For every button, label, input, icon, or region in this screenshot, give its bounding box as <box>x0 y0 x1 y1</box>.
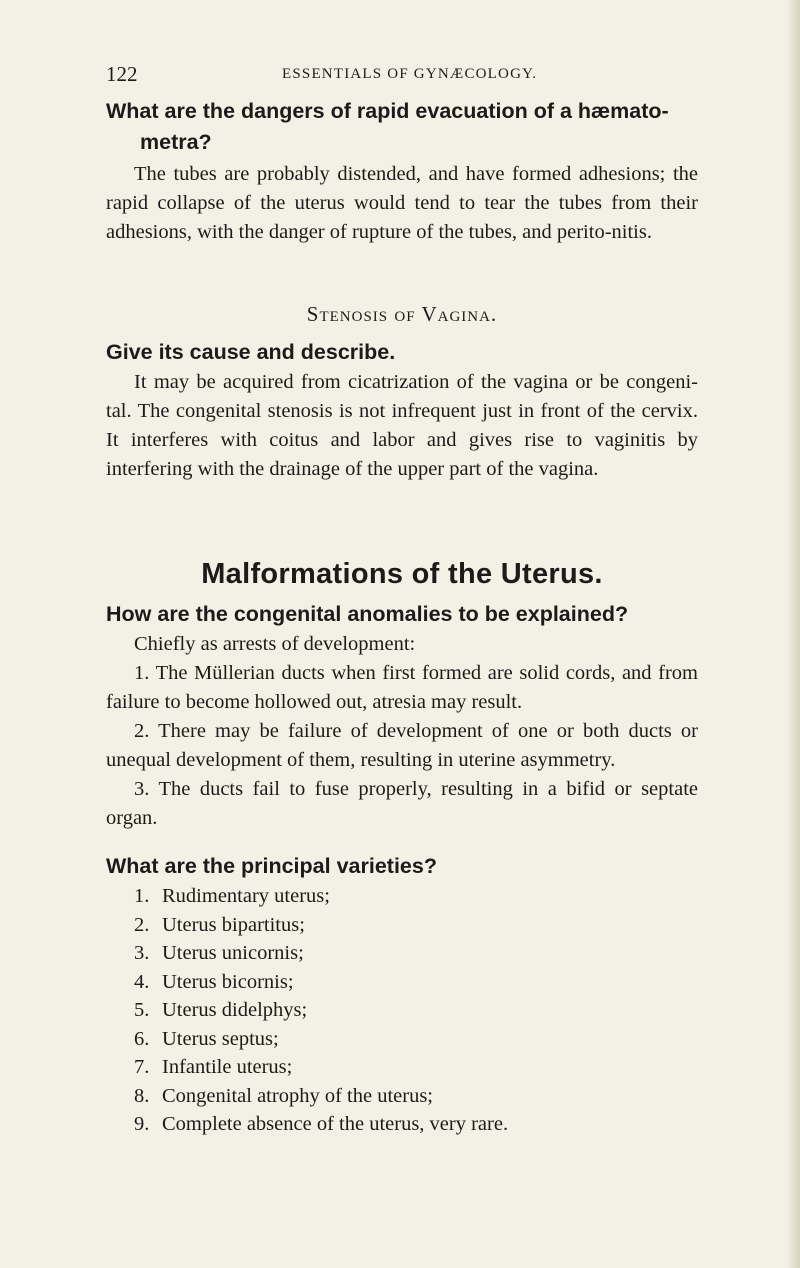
list-item: 8. Congenital atrophy of the uterus; <box>134 1084 433 1107</box>
anomaly-point-1: 1. The Müllerian ducts when first formed are solid cords, and from failure to become hollowed out, atresia may result. <box>106 662 698 713</box>
list-item: 9. Complete absence of the uterus, very rare. <box>134 1113 509 1135</box>
list-item: 4. Uterus bicornis; <box>134 970 294 993</box>
answer-stenosis: It may be acquired from cicatrization of the vagina or be congeni-tal. The congenital stenosis is not infrequent just in front of the cervix. It interferes with coitus and labor and gives rise to vaginitis by interfering with the drainage of the upper part of the vagina. <box>106 371 698 480</box>
question-stenosis: Give its cause and describe. <box>106 340 396 364</box>
varieties-list <box>106 882 698 1139</box>
anomaly-point-3: 3. The ducts fail to fuse properly, resulting in a bifid or septate organ. <box>106 778 698 829</box>
page-number: 122 <box>106 62 138 86</box>
list-item: 6. Uterus septus; <box>134 1027 279 1050</box>
list-item: 2. Uterus bipartitus; <box>134 913 305 936</box>
section-heading: Stenosis of Vagina. <box>306 302 498 326</box>
answer-intro: Chiefly as arrests of development: <box>134 633 416 655</box>
running-head-title: ESSENTIALS OF GYNÆCOLOGY. <box>282 66 538 82</box>
question-anomalies: How are the congenital anomalies to be explained? <box>106 602 629 626</box>
question-line-1: What are the dangers of rapid evacuation of a hæmato- <box>106 99 669 123</box>
anomaly-point-2: 2. There may be failure of development of one or both ducts or unequal development of them, resulting in uterine asymmetry. <box>106 720 698 771</box>
list-item: 3. Uterus unicornis; <box>134 942 304 964</box>
question-haematometra <box>106 96 698 158</box>
page-edge-shadow <box>786 0 800 1268</box>
running-head <box>106 62 706 88</box>
page-content <box>106 96 698 1139</box>
chapter-heading: Malformations of the Uterus. <box>201 558 603 590</box>
list-item: 5. Uterus didelphys; <box>134 999 308 1021</box>
answer-haematometra: The tubes are probably distended, and have formed adhesions; the rapid collapse of the uterus would tend to tear the tubes from their adhesions, with the danger of rupture of the tubes, and perito-nitis. <box>106 163 698 243</box>
question-varieties: What are the principal varieties? <box>106 854 437 878</box>
list-item: 1. Rudimentary uterus; <box>134 885 330 907</box>
list-item: 7. Infantile uterus; <box>134 1056 293 1078</box>
question-line-2: metra? <box>140 130 212 154</box>
